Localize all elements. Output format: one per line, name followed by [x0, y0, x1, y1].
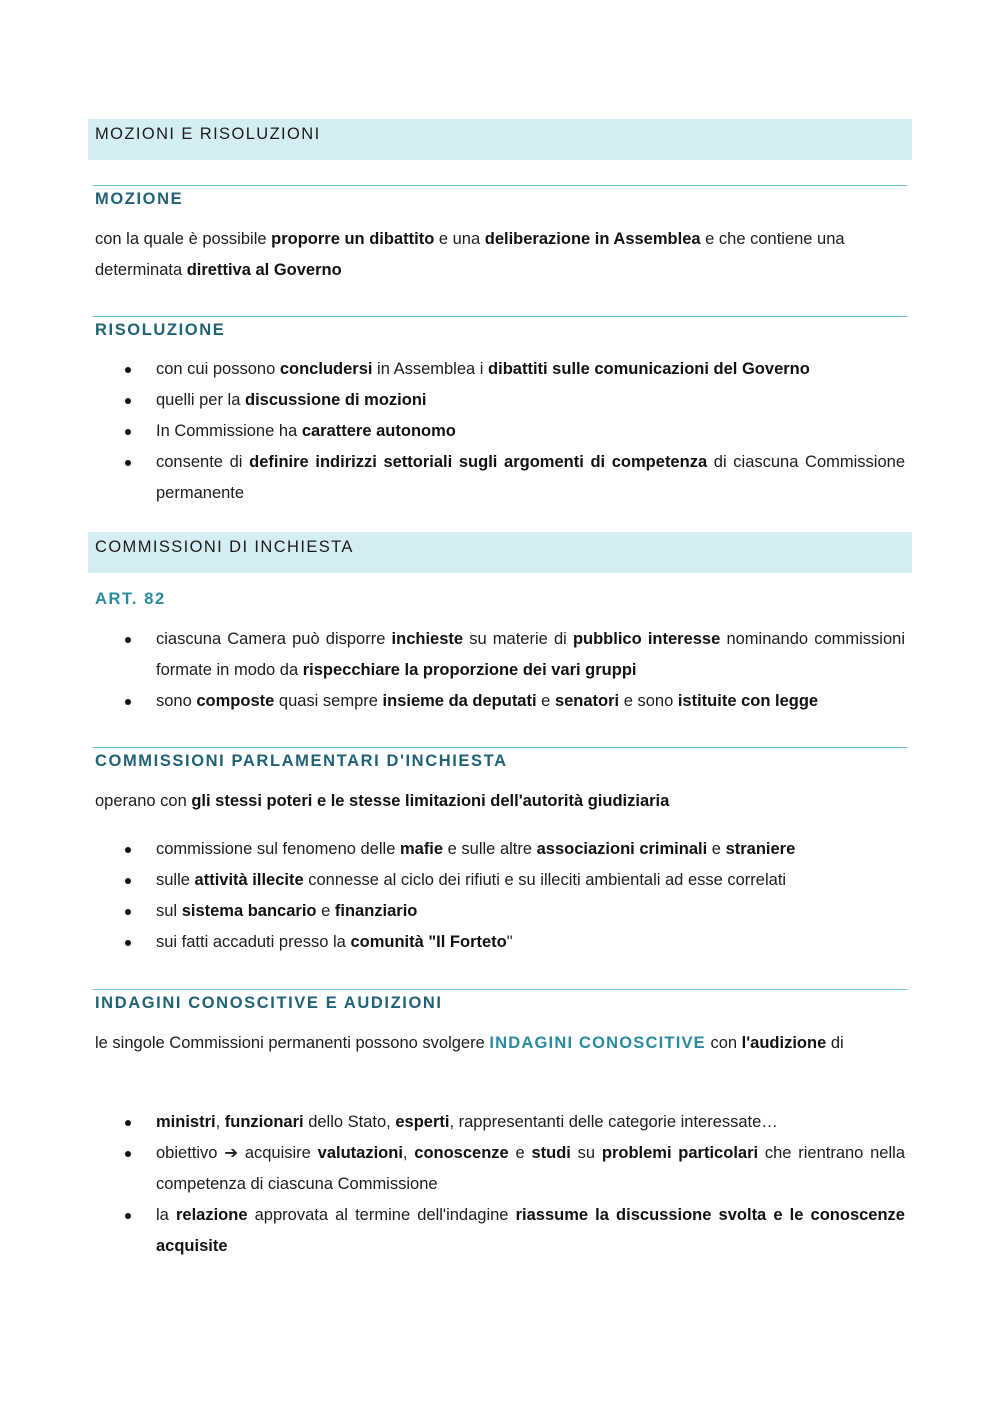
list-item — [95, 1138, 905, 1200]
paragraph-parlamentari — [95, 786, 905, 817]
text: , — [402, 1144, 415, 1162]
text: su — [570, 1144, 602, 1162]
text: sono — [156, 692, 197, 710]
bold-text: pubblico interesse — [572, 630, 721, 648]
text: approvata al termine dell'indagine — [247, 1206, 516, 1224]
bold-text: valutazioni — [317, 1144, 403, 1162]
text: e — [707, 840, 726, 858]
heading-art-82: ART. 82 — [95, 590, 166, 608]
section-banner-mozioni-risoluzioni: MOZIONI E RISOLUZIONI — [88, 119, 912, 160]
list-item — [95, 896, 905, 927]
bold-text: istituite con legge — [677, 692, 819, 710]
bold-text: direttiva al Governo — [186, 261, 342, 279]
bold-text: ministri — [156, 1113, 216, 1131]
list-risoluzione — [95, 354, 905, 509]
text: quasi sempre — [274, 692, 383, 710]
bold-text: riassume la discussione svolta e le conoscenze acquisite — [156, 1206, 905, 1255]
text: dello Stato, — [303, 1113, 396, 1131]
text: " — [506, 933, 513, 951]
bold-text: proporre un dibattito — [271, 230, 435, 248]
bold-text: comunità "Il Forteto — [350, 933, 507, 951]
list-parlamentari — [95, 834, 905, 958]
bold-text: insieme da deputati — [382, 692, 537, 710]
list-item — [95, 1107, 905, 1138]
text: che rientrano nella competenza di ciascuna Commissione — [156, 1144, 905, 1193]
list-art-82 — [95, 624, 905, 717]
bold-text: studi — [531, 1144, 571, 1162]
list-item — [95, 834, 905, 865]
bold-text: associazioni criminali — [536, 840, 708, 858]
bold-text: senatori — [554, 692, 620, 710]
bold-text: rispecchiare la proporzione dei vari gruppi — [302, 661, 637, 679]
text: in Assemblea i — [372, 360, 489, 378]
text: connesse al ciclo dei rifiuti e su illeciti ambientali ad esse correlati — [303, 871, 787, 889]
bold-text: dibattiti sulle comunicazioni del Governo — [488, 360, 810, 378]
paragraph-indagini — [95, 1028, 905, 1059]
paragraph-mozione — [95, 224, 905, 286]
bold-text: funzionari — [224, 1113, 304, 1131]
text: di ciascuna Commissione permanente — [156, 453, 905, 502]
list-item — [95, 354, 905, 385]
text: e una — [434, 230, 485, 248]
text: su materie di — [463, 630, 573, 648]
text: e — [316, 902, 335, 920]
bold-text: sistema bancario — [181, 902, 317, 920]
bold-text: carattere autonomo — [301, 422, 456, 440]
text: con — [705, 1034, 742, 1052]
text: ciascuna Camera può disporre — [156, 630, 392, 648]
bold-text: l'audizione — [741, 1034, 827, 1052]
text: le singole Commissioni permanenti possono svolgere — [95, 1034, 490, 1052]
bold-text: deliberazione in Assemblea — [484, 230, 701, 248]
list-item — [95, 385, 905, 416]
text: di — [826, 1034, 844, 1052]
list-item — [95, 447, 905, 509]
text: operano con — [95, 792, 192, 810]
bold-text: mafie — [399, 840, 444, 858]
list-indagini — [95, 1107, 905, 1262]
bold-text: relazione — [175, 1206, 248, 1224]
text: obiettivo ➔ acquisire — [156, 1144, 318, 1162]
text: e — [536, 692, 555, 710]
text: sul — [156, 902, 182, 920]
list-item — [95, 927, 905, 958]
list-item — [95, 416, 905, 447]
bold-text: straniere — [725, 840, 796, 858]
bold-text: finanziario — [334, 902, 418, 920]
text: e sulle altre — [443, 840, 537, 858]
text: nominando commissioni formate in modo da — [156, 630, 905, 679]
text: con la quale è possibile — [95, 230, 272, 248]
text: , — [215, 1113, 225, 1131]
bold-text: gli stessi poteri e le stesse limitazioni dell'autorità giudiziaria — [191, 792, 670, 810]
text: consente di — [156, 453, 250, 471]
heading-indagini-conoscitive: INDAGINI CONOSCITIVE E AUDIZIONI — [93, 989, 907, 1013]
bold-text: concludersi — [279, 360, 373, 378]
text: e — [508, 1144, 532, 1162]
text: , rappresentanti delle categorie interessate… — [449, 1113, 778, 1131]
bold-text: attività illecite — [194, 871, 304, 889]
bold-text: discussione di mozioni — [244, 391, 427, 409]
heading-commissioni-parlamentari: COMMISSIONI PARLAMENTARI D'INCHIESTA — [93, 747, 907, 771]
bold-text: conoscenze — [414, 1144, 509, 1162]
bold-text: esperti — [395, 1113, 450, 1131]
bold-text: inchieste — [391, 630, 464, 648]
text: e che contiene una determinata — [95, 230, 845, 279]
list-item — [95, 1200, 905, 1262]
heading-mozione: MOZIONE — [93, 185, 907, 209]
text: la — [156, 1206, 176, 1224]
section-banner-commissioni-inchiesta: COMMISSIONI DI INCHIESTA — [88, 532, 912, 573]
accent-text: INDAGINI CONOSCITIVE — [489, 1034, 706, 1052]
text: sulle — [156, 871, 195, 889]
text: commissione sul fenomeno delle — [156, 840, 400, 858]
text: In Commissione ha — [156, 422, 302, 440]
bold-text: composte — [196, 692, 275, 710]
text: sui fatti accaduti presso la — [156, 933, 351, 951]
list-item — [95, 686, 905, 717]
bold-text: problemi particolari — [601, 1144, 759, 1162]
list-item — [95, 865, 905, 896]
bold-text: definire indirizzi settoriali sugli argomenti di competenza — [249, 453, 708, 471]
list-item — [95, 624, 905, 686]
text: quelli per la — [156, 391, 245, 409]
text: con cui possono — [156, 360, 280, 378]
heading-risoluzione: RISOLUZIONE — [93, 316, 907, 340]
text: e sono — [619, 692, 678, 710]
